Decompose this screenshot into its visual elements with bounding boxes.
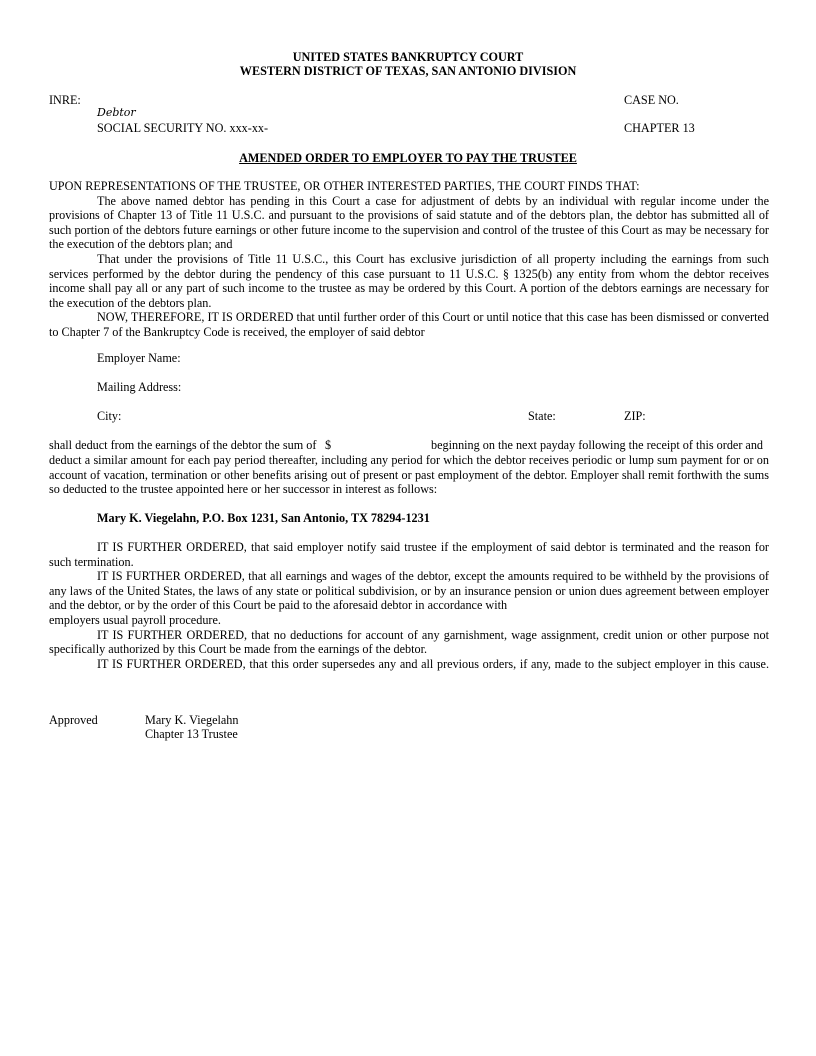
deduction-line: account of vacation, termination or other benefits arising out of present or past employment of the debtor. Employer shall remit forthwith the sums [49, 467, 769, 482]
finding-1-line: provisions of Chapter 13 of Title 11 U.S.C. and pursuant to the provisions of said statute and of the debtors plan, the debtor has submitted all of [49, 208, 769, 223]
ssn-label: SOCIAL SECURITY NO. xxx-xx- [97, 121, 269, 135]
case-no-label: CASE NO. [624, 93, 679, 107]
state-label: State: [528, 409, 556, 423]
order-intro-line: NOW, THEREFORE, IT IS ORDERED that until further order of this Court or until notice that this case has been dismissed or converted [97, 310, 769, 325]
further-orders-section [49, 540, 769, 671]
deduction-amount-field[interactable] [335, 438, 425, 452]
finding-1-line: The above named debtor has pending in this Court a case for adjustment of debts by an individual with regular income under the [97, 193, 769, 208]
further-order-2-line: IT IS FURTHER ORDERED, that all earnings and wages of the debtor, except the amounts required to be withheld by the provisions of [97, 569, 769, 584]
finding-1-line: the execution of the debtors plan; and [49, 237, 233, 252]
trustee-address: Mary K. Viegelahn, P.O. Box 1231, San Antonio, TX 78294-1231 [97, 511, 430, 525]
approved-label: Approved [49, 713, 98, 727]
further-order-1-line: IT IS FURTHER ORDERED, that said employer notify said trustee if the employment of said debtor is terminated and the reason for [97, 540, 769, 554]
employer-name-label: Employer Name: [97, 351, 181, 365]
deduction-text-b: beginning on the next payday following the receipt of this order and [431, 438, 764, 452]
deduction-text-a: shall deduct from the earnings of the debtor the sum of [49, 438, 317, 452]
finding-1-line: such portion of the debtors future earnings or other future income to the supervision and control of the trustee of this Court as may be necessary for [49, 222, 769, 237]
mailing-address-label: Mailing Address: [97, 380, 182, 394]
findings-intro: UPON REPRESENTATIONS OF THE TRUSTEE, OR OTHER INTERESTED PARTIES, THE COURT FINDS THAT: [49, 179, 640, 193]
chapter-label: CHAPTER 13 [624, 121, 695, 135]
further-order-4-line: IT IS FURTHER ORDERED, that this order supersedes any and all previous orders, if any, made to the subject employer in this cause. [97, 656, 769, 671]
finding-2-line: That under the provisions of Title 11 U.S.C., this Court has exclusive jurisdiction of all property including the earnings from such [97, 251, 769, 266]
further-order-2-line: and the debtor, or by the order of this Court be paid to the aforesaid debtor in accordance with [49, 598, 508, 613]
deduction-line: so deducted to the trustee appointed here or her successor in interest as follows: [49, 482, 438, 497]
court-name: UNITED STATES BANKRUPTCY COURT [292, 50, 524, 64]
finding-2-line: income shall pay all or any part of such income to the trustee as may be ordered by this Court. A portion of the debtors earnings are necessary for [49, 281, 769, 296]
further-order-3-line: IT IS FURTHER ORDERED, that no deductions for account of any garnishment, wage assignment, credit union or other purpose not [97, 627, 769, 642]
further-order-3-line: specifically authorized by this Court be made from the earnings of the debtor. [49, 642, 428, 657]
order-intro-line: to Chapter 7 of the Bankruptcy Code is received, the employer of said debtor [49, 324, 425, 339]
zip-label: ZIP: [624, 409, 646, 423]
findings-section [49, 179, 769, 340]
finding-2-line: services performed by the debtor during the pendency of this case pursuant to 11 U.S.C. § 1325(b) any entity from whom the debtor receives [49, 266, 769, 281]
currency-symbol: $ [325, 438, 332, 452]
finding-2-line: the execution of the debtors plan. [49, 295, 212, 310]
trustee-title: Chapter 13 Trustee [145, 727, 238, 741]
further-order-2-line: any laws of the United States, the laws of any state or political subdivision, or by an insurance pension or union dues agreement between employer [49, 583, 769, 598]
in-re-label: INRE: [49, 93, 81, 107]
further-order-1-line: such termination. [49, 554, 134, 569]
debtor-label: Debtor [97, 106, 136, 119]
court-district: WESTERN DISTRICT OF TEXAS, SAN ANTONIO DIVISION [239, 64, 577, 78]
further-order-2-line: employers usual payroll procedure. [49, 612, 221, 627]
document-title: AMENDED ORDER TO EMPLOYER TO PAY THE TRUSTEE [239, 151, 577, 165]
deduction-line: deduct a similar amount for each pay period thereafter, including any period for which the debtor receives periodic or lump sum payment for or on [49, 453, 769, 467]
deduction-paragraph [49, 453, 769, 497]
city-label: City: [97, 409, 122, 423]
trustee-name: Mary K. Viegelahn [145, 713, 239, 727]
